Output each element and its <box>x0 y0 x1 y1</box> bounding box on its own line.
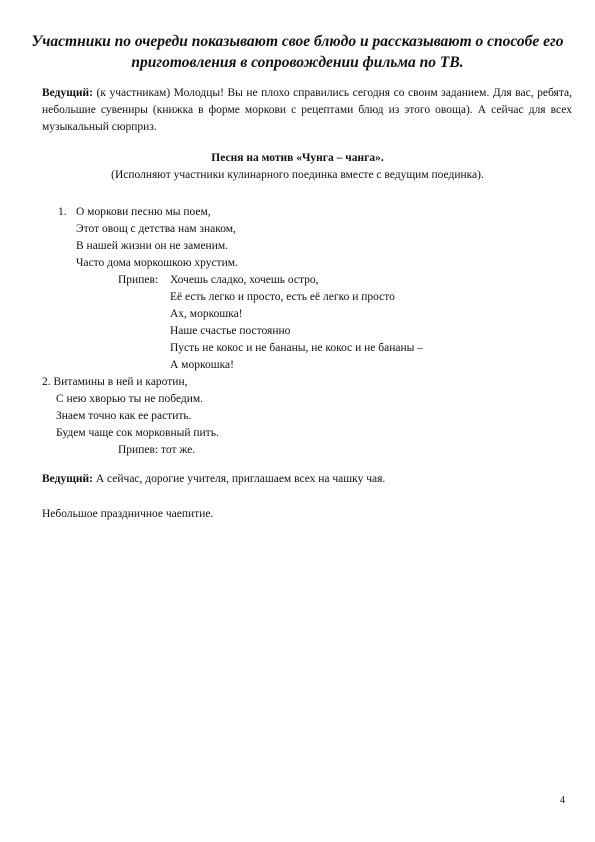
chorus-line: Её есть легко и просто, есть её легко и просто <box>170 291 395 303</box>
verse1-line: В нашей жизни он не заменим. <box>76 240 229 252</box>
chorus-repeat: Припев: тот же. <box>118 444 196 456</box>
chorus-line: Хочешь сладко, хочешь остро, <box>170 274 319 286</box>
page-heading: Участники по очереди показывают свое блюдо и рассказывают о способе его приготовления в сопровождении фильма по ТВ. <box>31 33 564 71</box>
verse1-line: Часто дома моркошкою хрустим. <box>76 257 238 269</box>
verse2-line: Будем чаще сок морковный пить. <box>56 427 219 439</box>
chorus-label: Припев: <box>118 274 159 286</box>
closing-line: Небольшое праздничное чаепитие. <box>42 508 214 520</box>
chorus-line: Ах, моркошка! <box>170 308 243 320</box>
verse1-number: 1. <box>58 206 67 218</box>
chorus-line: Наше счастье постоянно <box>170 325 291 337</box>
chorus-line: А моркошка! <box>170 359 234 371</box>
verse2-line: 2. Витамины в ней и каротин, <box>42 376 188 388</box>
host-label: Ведущий: <box>42 87 93 99</box>
host-label: Ведущий: <box>42 473 93 485</box>
verse2-line: С нею хворью ты не победим. <box>56 393 204 405</box>
host-text: (к участникам) Молодцы! Вы не плохо справились сегодня со своим заданием. Для вас, ребята, небольшие сувениры (книжка в форме моркови с рецептами блюд из этого овоща). А сейчас для всех музыкальный сюрприз. <box>42 87 572 133</box>
verse1-line: Этот овощ с детства нам знаком, <box>76 223 236 235</box>
song-note: (Исполняют участники кулинарного поединка вместе с ведущим поединка). <box>111 169 484 181</box>
host-paragraph <box>42 85 572 136</box>
page-number: 4 <box>560 795 565 806</box>
host-paragraph-2 <box>42 471 572 488</box>
chorus-line: Пусть не кокос и не бананы, не кокос и не бананы – <box>170 342 424 354</box>
verse2-line: Знаем точно как ее растить. <box>56 410 192 422</box>
host-text: А сейчас, дорогие учителя, приглашаем всех на чашку чая. <box>92 473 386 485</box>
song-title: Песня на мотив «Чунга – чанга». <box>211 152 384 164</box>
verse1-line: О моркови песню мы поем, <box>76 206 211 218</box>
